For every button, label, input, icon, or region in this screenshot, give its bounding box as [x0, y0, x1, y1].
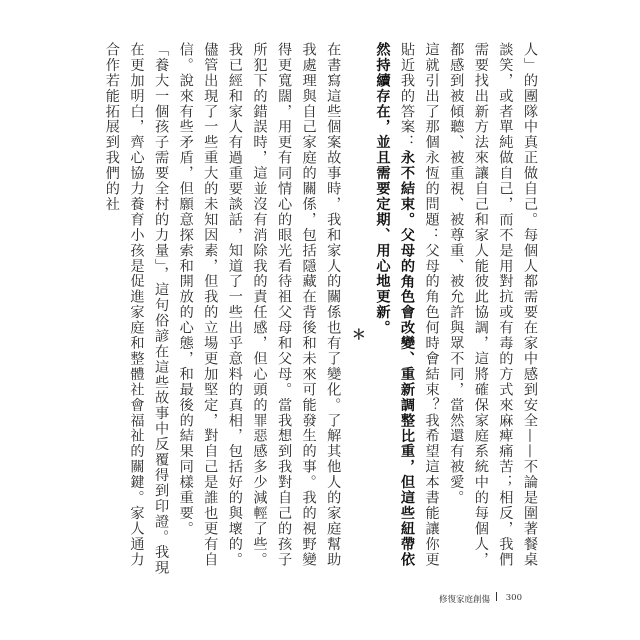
paragraph-team-safety: 人」的團隊中真正做自己。每個人都需要在家中感到安全——不論是圍著餐桌談笑，或者單純做自己，而不是用對抗或有毒的方式來麻痺痛苦；相反，我們需要找出新方法來讓自己和家人能彼此協調，這將確保家庭系統中的每個人，都感到被傾聽、被重視、被尊重、被允許與眾不同，當然還有被愛。	[448, 42, 538, 568]
running-title: 修復家庭創傷	[438, 595, 490, 605]
paragraph-parent-role	[370, 42, 444, 582]
asterisk-separator: ＊	[349, 326, 366, 342]
page-number: 300	[505, 593, 522, 603]
page-footer	[410, 590, 530, 606]
parent-role-question: 這就引出了那個永恆的問題：父母的角色何時會結束？我希望這本書能讓你更貼近我的答案：	[399, 42, 440, 568]
paragraph-village-proverb: 「養大一個孩子需要全村的力量」，這句俗諺在這些故事中反覆得到印證。我現在更加明白，齊心協力養育小孩是促進家庭和整體社會福祉的關鍵。家人通力合作若能拓展到我們的社	[103, 42, 170, 576]
parent-role-answer-bold: 永不結束。父母的角色會改變、重新調整比重，但這些紐帶依然持續存在，並且需要定期、用心地更新。	[374, 42, 416, 568]
paragraph-case-stories: 在書寫這些個案故事時，我和家人的關係也有了變化。了解其他人的家庭幫助我處理與自己家庭的關係，包括隱藏在背後和未來可能發生的事。我的視野變得更寬闊，用更有同情心的眼光看待祖父母和父母。當我想到我對自己的孩子所犯下的錯誤時，這並沒有消除我的責任感，但心頭的罪惡感多少減輕了些。我已經和家人有過重要談話，知道了一些出乎意料的真相，包括好的與壞的。儘管出現了一些重大的未知因素，但我的立場更加堅定，對自己是誰也更有自信。說來有些矛盾，但願意探索和開放的心態，和最後的結果同樣重要。	[177, 42, 342, 568]
section-separator	[345, 42, 370, 582]
vertical-body-text	[103, 42, 542, 582]
footer-divider	[496, 592, 497, 601]
